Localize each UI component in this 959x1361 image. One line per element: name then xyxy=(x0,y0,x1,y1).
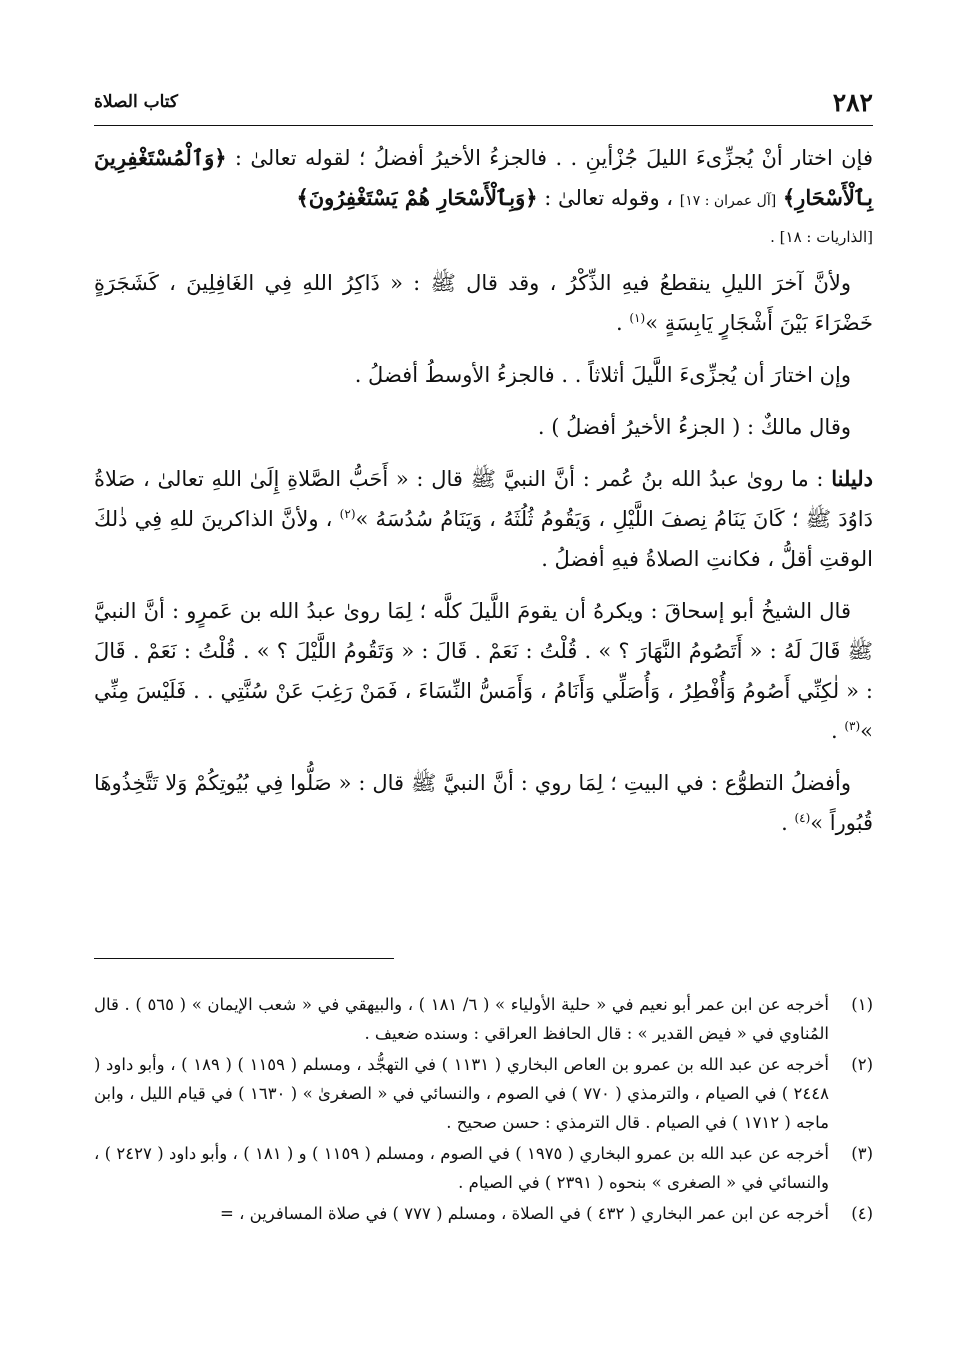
footnote-number: (٤) xyxy=(851,1204,873,1223)
paragraph-1-text-b: ، وقوله تعالىٰ : xyxy=(544,186,674,210)
verse-reference-1: [آل عمران : ١٧] xyxy=(679,193,777,209)
verse-reference-2: [الذاريات : ١٨] . xyxy=(770,228,873,246)
paragraph-1-text: فإن اختار أنْ يُجزِّىءَ الليلَ جُزْأينِ . . فالجزءُ الأخيرُ أفضلُ ؛ لقوله تعالىٰ : xyxy=(234,146,873,170)
footnote-number: (١) xyxy=(851,995,873,1014)
footnote-text: أخرجه عن ابن عمر أبو نعيم في « حلية الأولياء » ( ٦/ ١٨١ ) ، والبيهقي في « شعب الإيمان » ( ٥٦٥ ) . قال المُناوي في « فيض القدير » : قال الحافظ العراقي : وسنده ضعيف . xyxy=(94,995,830,1043)
evidence-label: دليلنا xyxy=(831,466,873,491)
paragraph-6-end: . xyxy=(830,719,845,743)
paragraph-5-text: : ما روىٰ عبدُ الله بنُ عُمر : أنَّ النبيَّ ﷺ قال : « أَحَبُّ الصَّلاةِ إِلَىٰ اللهِ تعالىٰ ، صَلاةُ دَاوُدَ ﷺ ؛ كَانَ يَنَامُ نِصفَ اللَّيْلِ ، وَيَقُومُ ثُلُثَهُ ، وَيَنَامُ سُدُسَهُ » xyxy=(94,467,873,531)
footnote-number: (٣) xyxy=(851,1144,873,1163)
footnote-marker-2: (٢) xyxy=(339,507,356,521)
paragraph-2-end: . xyxy=(616,311,630,335)
paragraph-2 xyxy=(94,263,873,343)
footnote-2 xyxy=(94,1050,873,1137)
footnote-3 xyxy=(94,1139,873,1197)
page-number: ٢٨٢ xyxy=(832,88,873,117)
footnotes xyxy=(94,990,873,1230)
footnote-rule xyxy=(94,958,394,959)
header-rule xyxy=(94,125,873,126)
footnote-text: أخرجه عن عبد الله بن عمرو بن العاص البخاري ( ١١٣١ ) في التهجُّد ، ومسلم ( ١١٥٩ ) ( ١٨٩ ) ، وأبو داود ( ٢٤٤٨ ) في الصيام ، والترمذي ( ٧٧٠ ) في الصوم ، والنسائي في « الصغرىٰ » ( ١٦٣٠ ) في قيام الليل ، وابن ماجه ( ١٧١٢ ) في الصيام . قال الترمذي : حسن صحيح . xyxy=(94,1055,830,1132)
footnote-marker-4: (٤) xyxy=(794,811,811,825)
footnote-text: أخرجه عن عبد الله بن عمرو البخاري ( ١٩٧٥ ) في الصوم ، ومسلم ( ١١٥٩ ) و ( ١٨١ ) ، وأبو داود ( ٢٤٢٧ ) ، والنسائي في « الصغرى » بنحوه ( ٢٣٩١ ) في الصيام . xyxy=(94,1144,829,1192)
paragraph-5-text-b: ، ولأنَّ الذاكرينَ للهِ فِي ذٰلكَ الوقتِ أقلُّ ، فكانتِ الصلاةُ فيهِ أفضلُ . xyxy=(94,507,873,571)
footnote-1 xyxy=(94,990,873,1048)
book-title: كتاب الصلاة xyxy=(94,92,179,112)
paragraph-1 xyxy=(94,138,873,221)
footnote-text: أخرجه عن ابن عمر البخاري ( ٤٣٢ ) في الصلاة ، ومسلم ( ٧٧٧ ) في صلاة المسافرين ، = xyxy=(220,1204,829,1223)
footnote-marker-1: (١) xyxy=(629,311,646,325)
paragraph-6-text: قال الشيخُ أبو إسحاقَ : ويكرهُ أن يقومَ اللَّيلَ كلَّه ؛ لِمَا روىٰ عبدُ الله بن عَمرٍو : أنَّ النبيَّ ﷺ قَالَ لَهُ : « أَتَصُومُ النَّهَارَ ؟ » . قُلْتُ : نَعَمْ . قَالَ : « وَتَقُومُ اللَّيْلَ ؟ » . قُلْتُ : نَعَمْ . قَالَ : « لٰكِنِّي أَصُومُ وَأُفْطِرُ ، وَأُصَلِّي وَأَنَامُ ، وَأَمَسُّ النِّسَاءَ ، فَمَنْ رَغِبَ عَنْ سُنَّتِي . . فَلَيْسَ مِنِّي » xyxy=(94,599,873,743)
quran-verse-2: ﴿وَبِٱلْأَسْحَارِ هُمْ يَسْتَغْفِرُونَ﴾ xyxy=(296,185,538,210)
paragraph-7 xyxy=(94,763,873,843)
paragraph-6 xyxy=(94,591,873,751)
paragraph-7-text: وأفضلُ التطوُّع : في البيتِ ؛ لِمَا روي : أنَّ النبيَّ ﷺ قال : « صَلُّوا فِي بُيُوتِكُمْ وَلا تَتَّخِذُوهَا قُبُوراً » xyxy=(94,771,873,835)
paragraph-7-end: . xyxy=(781,811,795,835)
paragraph-3: وإن اختارَ أن يُجزِّىءَ اللَّيلَ أثلاثاً . . فالجزءُ الأوسطُ أفضلُ . xyxy=(354,363,851,387)
footnote-marker-3: (٣) xyxy=(844,719,861,733)
paragraph-4: وقال مالكٌ : ( الجزءُ الأخيرُ أفضلُ ) . xyxy=(537,415,851,439)
paragraph-5 xyxy=(94,459,873,579)
page xyxy=(94,0,873,1361)
quran-verse-1: ﴿وَٱلْمُسْتَغْفِرِينَ بِٱلْأَسْحَارِ﴾ xyxy=(94,145,873,210)
main-text xyxy=(94,138,873,855)
paragraph-2-text: ولأنَّ آخرَ الليلِ ينقطعُ فيهِ الذِّكْرُ ، وقد قال ﷺ : « ذَاكِرُ اللهِ فِي الغَافِلِينَ ، كَشَجَرَةٍ خَضْرَاءَ بَيْنَ أَشْجَارٍ يَابِسَةٍ » xyxy=(94,271,873,335)
footnote-4 xyxy=(94,1199,873,1228)
page-header xyxy=(94,88,873,124)
footnote-number: (٢) xyxy=(851,1055,873,1074)
